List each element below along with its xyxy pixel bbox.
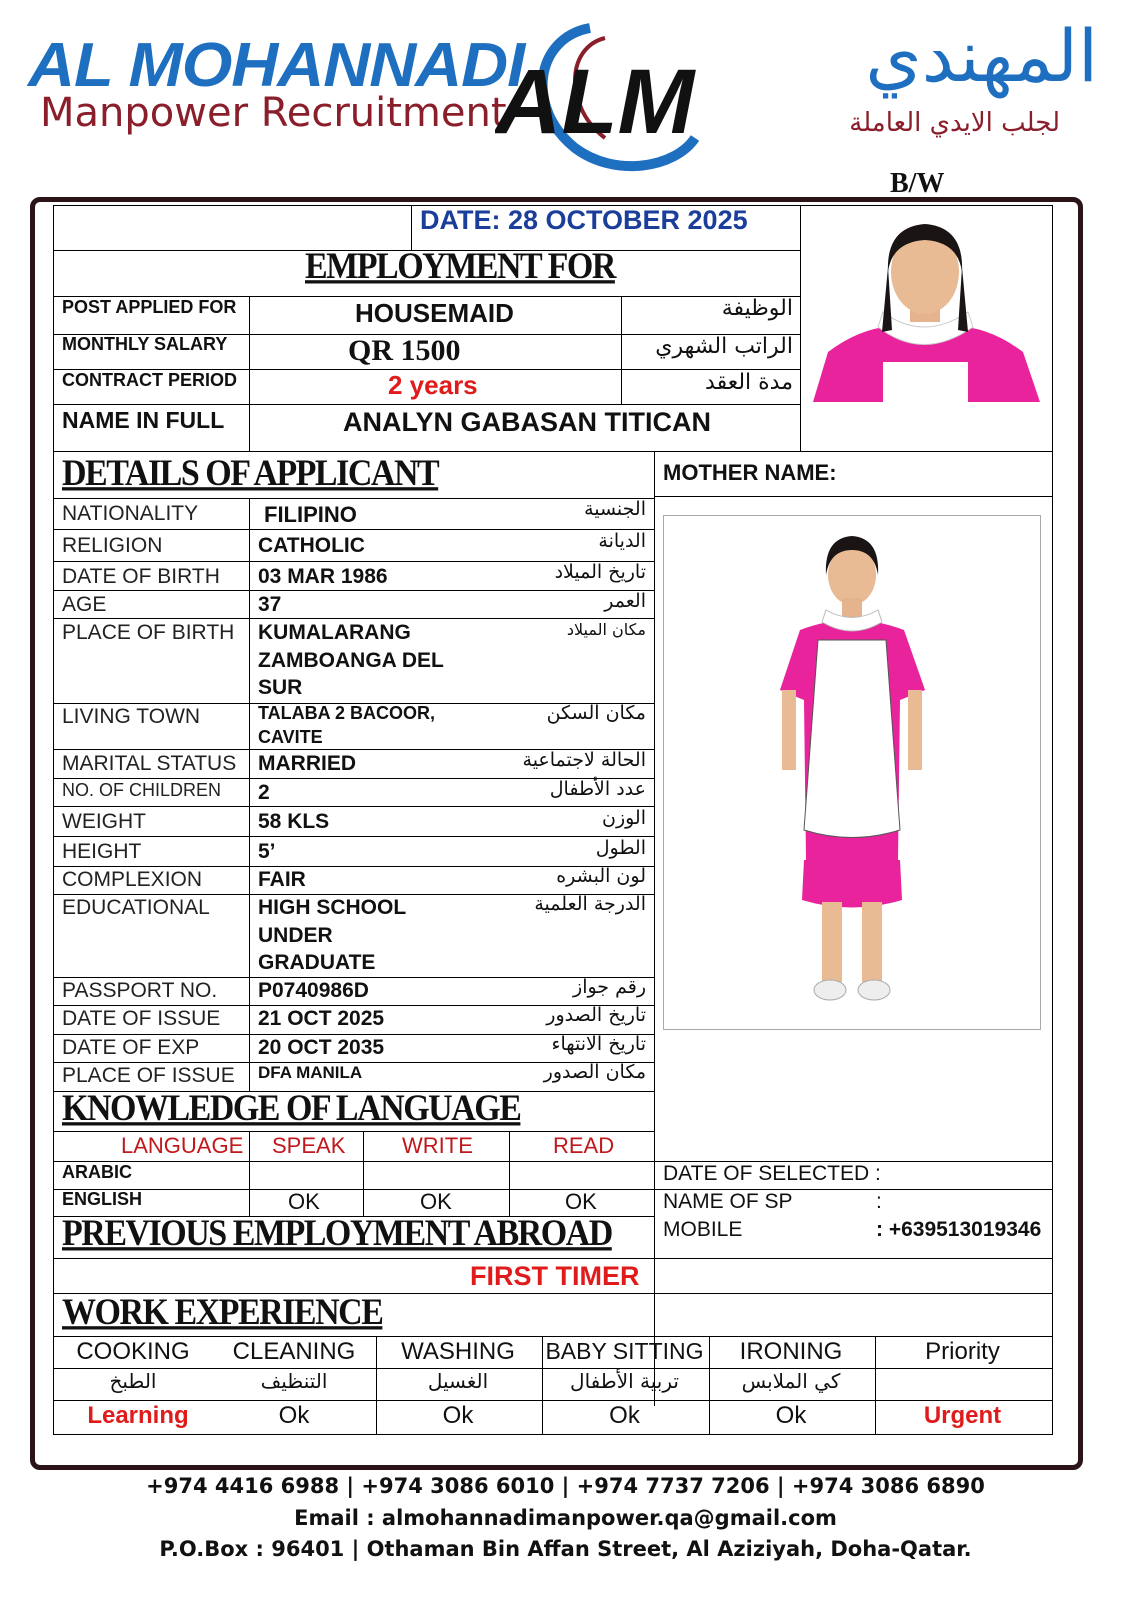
detail-value: 03 MAR 1986 xyxy=(258,565,388,588)
detail-label: PLACE OF BIRTH xyxy=(62,621,235,644)
name-label: NAME IN FULL xyxy=(62,407,225,433)
work-status: Ok xyxy=(775,1402,807,1429)
detail-value: 58 KLS xyxy=(258,810,330,833)
detail-ar: لون البشره xyxy=(556,865,646,887)
work-skill: IRONING xyxy=(739,1338,843,1365)
sp-name-label: NAME OF SP xyxy=(663,1190,793,1213)
salary-value: QR 1500 xyxy=(348,334,461,367)
post-value: HOUSEMAID xyxy=(355,298,514,328)
contract-label: CONTRACT PERIOD xyxy=(62,370,237,390)
detail-label: DATE OF BIRTH xyxy=(62,565,220,588)
footer-email: Email : almohannadimanpower.qa@gmail.com xyxy=(294,1506,837,1530)
detail-ar: الطول xyxy=(595,837,646,859)
work-skill-ar: الغسيل xyxy=(427,1369,489,1393)
brand-name-ar: المهندي xyxy=(865,14,1098,98)
detail-value: CATHOLIC xyxy=(258,534,365,557)
detail-value-line2: ZAMBOANGA DEL xyxy=(258,649,444,672)
detail-label: MARITAL STATUS xyxy=(62,752,237,775)
brand-subtitle: Manpower Recruitment xyxy=(40,90,507,136)
detail-label: LIVING TOWN xyxy=(62,705,201,728)
detail-label: COMPLEXION xyxy=(62,868,203,891)
details-title: DETAILS OF APPLICANT xyxy=(62,453,439,494)
detail-value: 2 xyxy=(258,781,270,804)
detail-value-line3: SUR xyxy=(258,676,303,699)
sp-name-colon: : xyxy=(876,1190,882,1213)
detail-label: DATE OF EXP xyxy=(62,1036,200,1059)
language-header: SPEAK xyxy=(272,1133,346,1158)
footer-phones: +974 4416 6988 | +974 3086 6010 | +974 7737 7206 | +974 3086 6890 xyxy=(146,1474,985,1498)
detail-ar: مكان الميلاد xyxy=(566,620,646,639)
detail-label: NATIONALITY xyxy=(62,502,199,525)
language-name: ENGLISH xyxy=(62,1189,143,1209)
full-body-photo xyxy=(760,530,945,1015)
detail-ar: رقم جواز xyxy=(573,976,646,998)
work-skill-ar: التنظيف xyxy=(260,1369,328,1393)
detail-label: AGE xyxy=(62,593,107,616)
detail-value-line2: CAVITE xyxy=(258,727,323,747)
detail-label: NO. OF CHILDREN xyxy=(62,780,222,800)
detail-label: PASSPORT NO. xyxy=(62,979,218,1002)
work-status: Learning xyxy=(87,1402,189,1429)
detail-value: FILIPINO xyxy=(264,502,357,527)
mother-name-label: MOTHER NAME: xyxy=(663,460,837,485)
detail-ar: عدد الأطفال xyxy=(549,778,646,800)
work-status: Ok xyxy=(609,1402,640,1429)
detail-label: PLACE OF ISSUE xyxy=(62,1064,235,1087)
detail-ar: الدرجة العلمية xyxy=(534,893,646,915)
detail-value: DFA MANILA xyxy=(258,1063,363,1082)
detail-label: RELIGION xyxy=(62,534,163,557)
work-skill: BABY SITTING xyxy=(545,1338,704,1364)
language-speak: OK xyxy=(288,1189,320,1214)
detail-ar: مكان السكن xyxy=(546,702,646,724)
detail-label: DATE OF ISSUE xyxy=(62,1007,221,1030)
language-header: READ xyxy=(553,1133,615,1158)
detail-value: 37 xyxy=(258,593,282,616)
work-status: Ok xyxy=(278,1402,310,1429)
detail-value-line3: GRADUATE xyxy=(258,951,376,974)
detail-ar: تاريخ الميلاد xyxy=(554,561,646,583)
detail-value: 5’ xyxy=(258,840,276,863)
detail-ar: العمر xyxy=(604,590,646,612)
work-skill: Priority xyxy=(925,1338,1000,1365)
alm-logo xyxy=(495,18,725,178)
contract-ar: مدة العقد xyxy=(705,370,793,395)
portrait-photo xyxy=(808,212,1043,402)
detail-value: P0740986D xyxy=(258,979,369,1002)
date-selected-label: DATE OF SELECTED : xyxy=(663,1162,881,1185)
salary-ar: الراتب الشهري xyxy=(655,334,793,359)
work-skill-ar: الطبخ xyxy=(109,1369,157,1393)
detail-value: MARRIED xyxy=(258,752,356,775)
language-title: KNOWLEDGE OF LANGUAGE xyxy=(62,1088,521,1129)
post-ar: الوظيفة xyxy=(721,296,793,321)
previous-employment-value: FIRST TIMER xyxy=(470,1261,640,1291)
detail-label: WEIGHT xyxy=(62,810,146,833)
work-experience-title: WORK EXPERIENCE xyxy=(62,1292,383,1333)
language-header: LANGUAGE xyxy=(121,1133,244,1158)
detail-ar: الديانة xyxy=(598,530,646,552)
work-skill: COOKING xyxy=(76,1338,190,1365)
bw-label: B/W xyxy=(890,168,945,199)
detail-value: HIGH SCHOOL xyxy=(258,896,407,919)
previous-employment-title: PREVIOUS EMPLOYMENT ABROAD xyxy=(62,1213,612,1254)
work-status: Urgent xyxy=(923,1402,1002,1429)
employment-title: EMPLOYMENT FOR xyxy=(305,246,615,287)
work-skill-ar: تربية الأطفال xyxy=(570,1369,679,1393)
footer-address: P.O.Box : 96401 | Othaman Bin Affan Street, Al Aziziyah, Doha-Qatar. xyxy=(159,1537,972,1561)
language-name: ARABIC xyxy=(62,1162,132,1182)
mobile-value: : +639513019346 xyxy=(876,1218,1042,1241)
detail-label: EDUCATIONAL xyxy=(62,896,210,919)
detail-value: TALABA 2 BACOOR, xyxy=(258,703,435,723)
form-date: DATE: 28 OCTOBER 2025 xyxy=(420,205,748,235)
contract-value: 2 years xyxy=(388,370,478,400)
brand-subtitle-ar: لجلب الايدي العاملة xyxy=(849,108,1060,138)
language-header: WRITE xyxy=(402,1133,473,1158)
language-read: OK xyxy=(565,1189,597,1214)
detail-value: FAIR xyxy=(258,868,306,891)
salary-label: MONTHLY SALARY xyxy=(62,334,228,354)
work-skill-ar: كي الملابس xyxy=(741,1369,841,1393)
logo-text: ALM xyxy=(495,51,695,153)
work-skill: WASHING xyxy=(401,1338,515,1365)
language-write: OK xyxy=(420,1189,452,1214)
brand-name-en: AL MOHANNADI xyxy=(28,31,525,100)
detail-ar: تاريخ الانتهاء xyxy=(551,1033,646,1055)
detail-ar: الجنسية xyxy=(584,498,646,520)
mobile-label: MOBILE xyxy=(663,1218,743,1241)
work-skill: CLEANING xyxy=(232,1338,356,1365)
detail-value-line2: UNDER xyxy=(258,924,333,947)
detail-ar: مكان الصدور xyxy=(543,1061,646,1083)
detail-label: HEIGHT xyxy=(62,840,142,863)
detail-value: 21 OCT 2025 xyxy=(258,1007,385,1030)
detail-value: KUMALARANG xyxy=(258,621,411,644)
post-label: POST APPLIED FOR xyxy=(62,297,237,317)
detail-ar: تاريخ الصدور xyxy=(546,1004,646,1026)
name-value: ANALYN GABASAN TITICAN xyxy=(343,407,712,437)
work-status: Ok xyxy=(442,1402,474,1429)
detail-ar: الوزن xyxy=(601,807,646,829)
detail-value: 20 OCT 2035 xyxy=(258,1036,385,1059)
detail-ar: الحالة لاجتماعية xyxy=(522,749,646,771)
